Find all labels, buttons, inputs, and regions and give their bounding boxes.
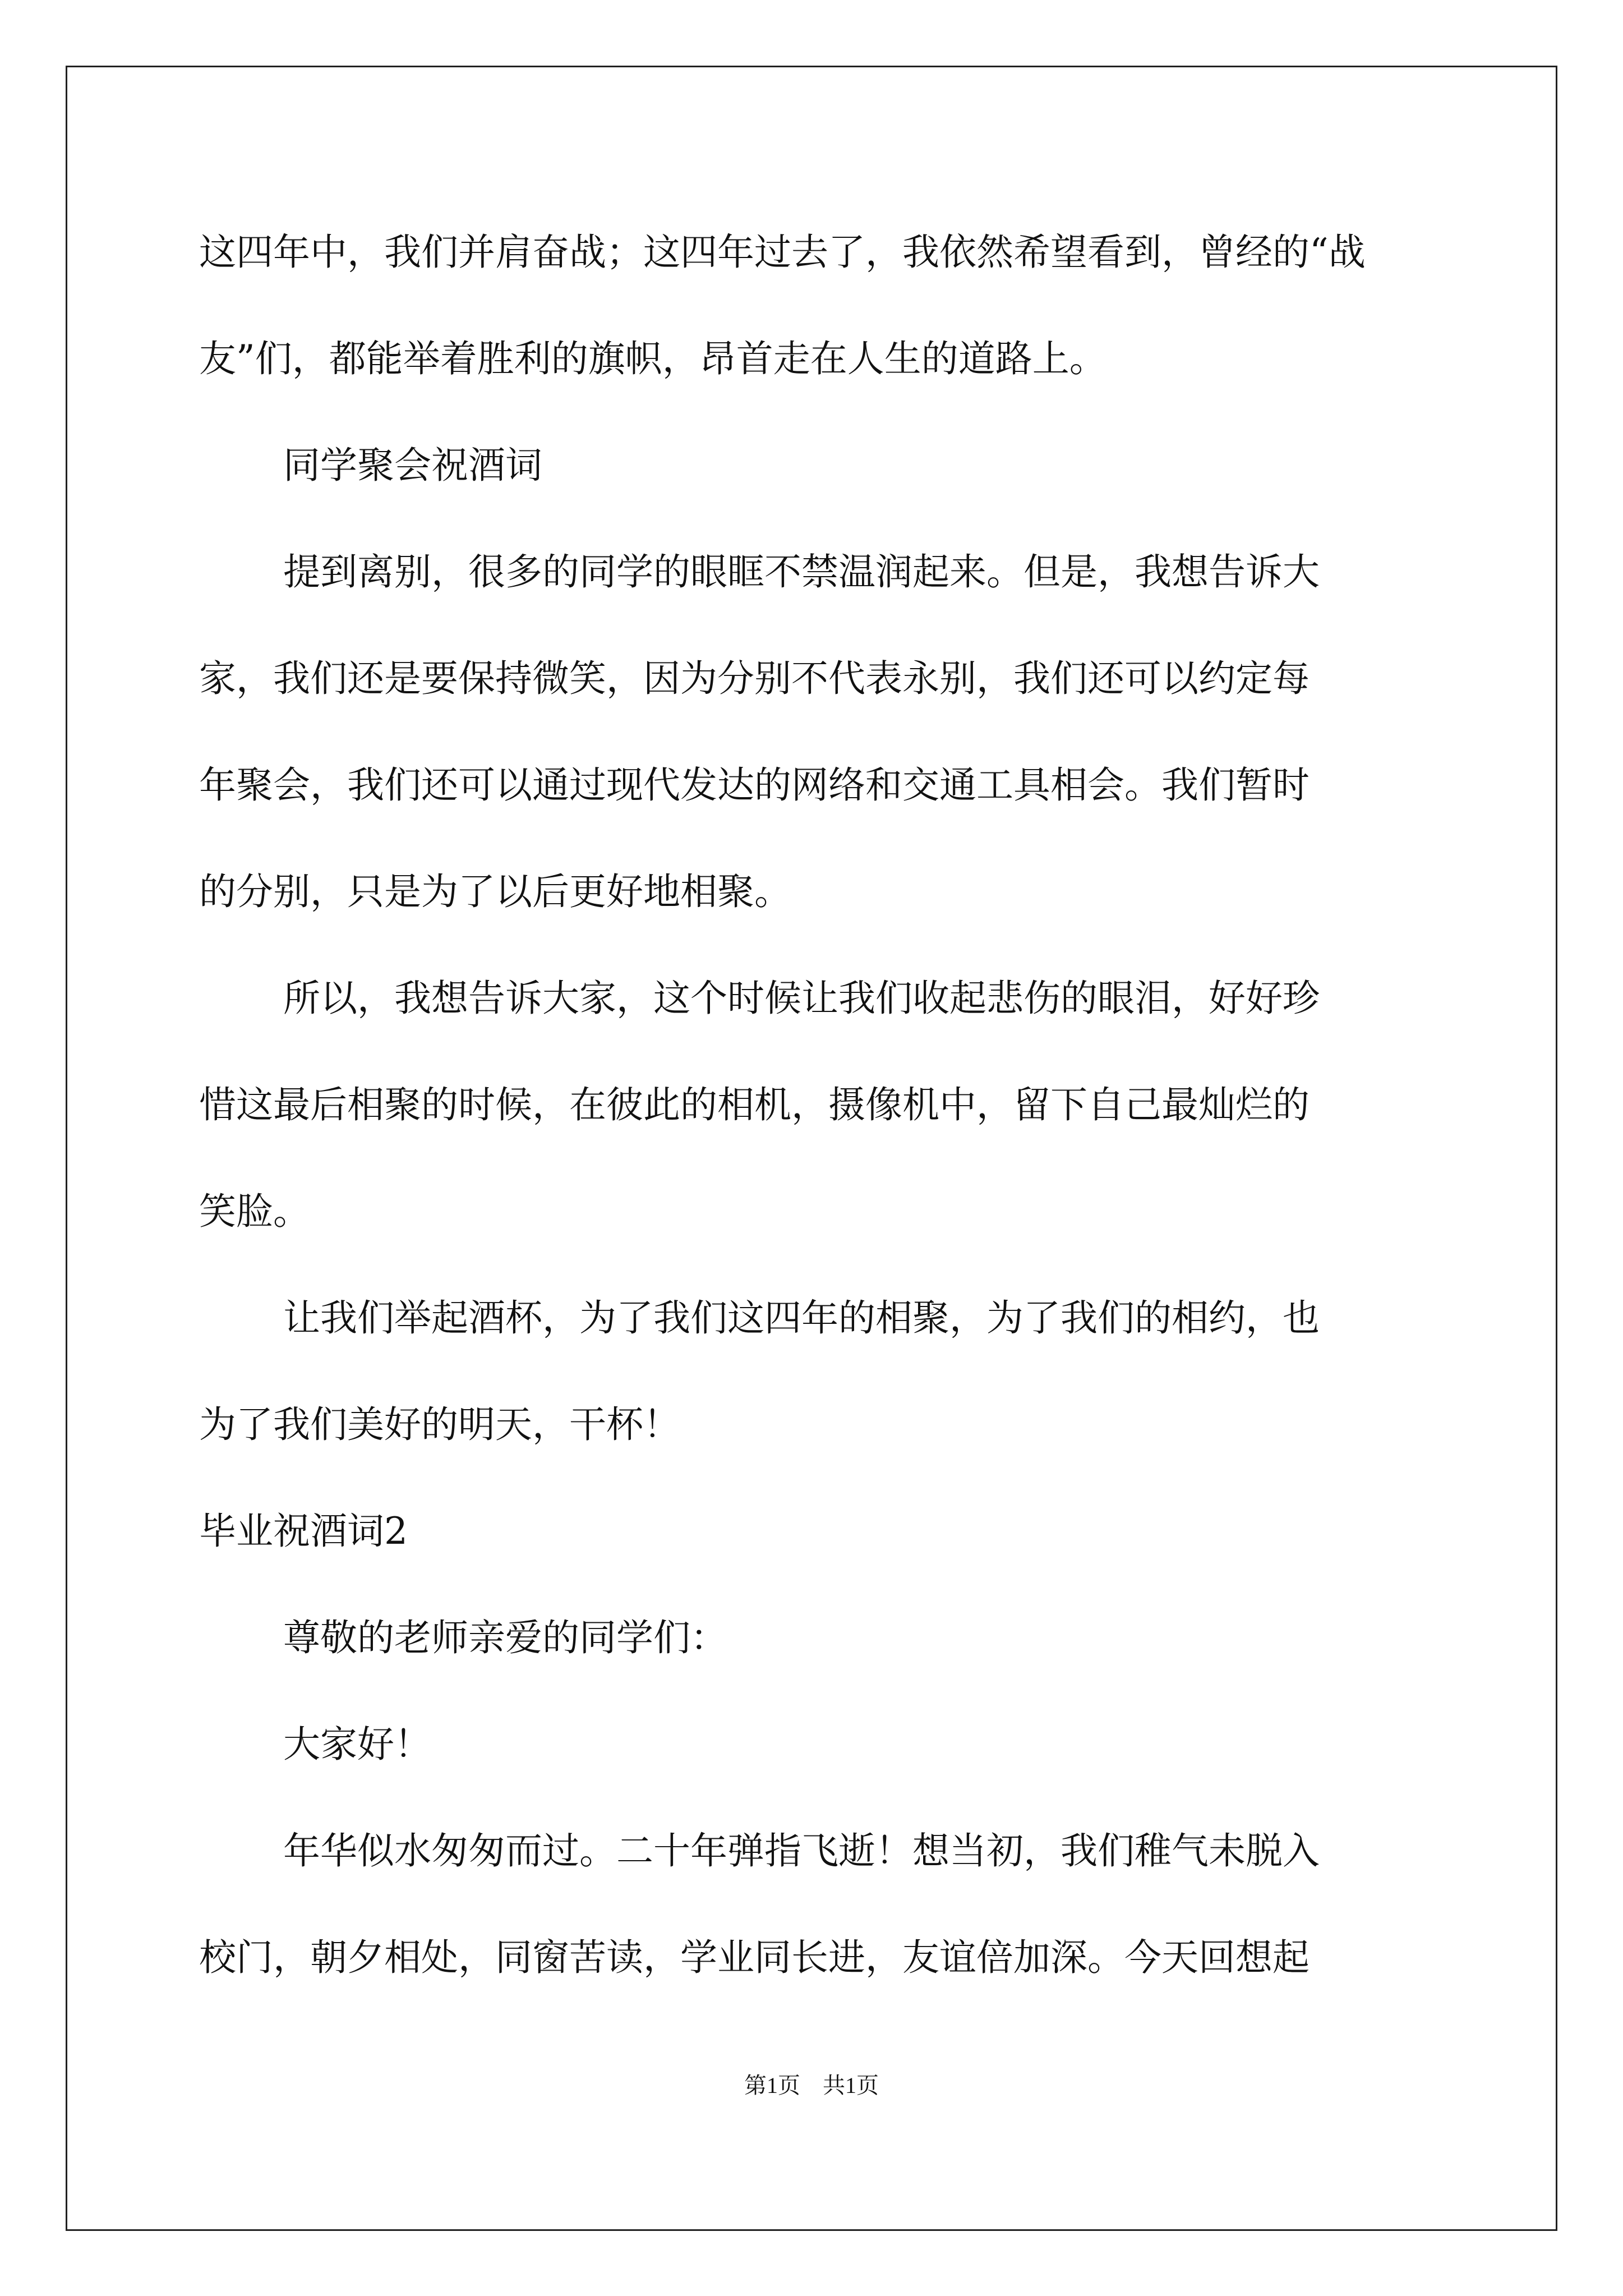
section-title: 毕业祝酒词2 (199, 1510, 408, 1553)
paragraph-line: 惜这最后相聚的时候，在彼此的相机，摄像机中，留下自己最灿烂的 (199, 1083, 1310, 1126)
greeting-line: 大家好！ (283, 1723, 431, 1766)
page-border (66, 66, 1557, 2231)
paragraph-line: 让我们举起酒杯，为了我们这四年的相聚，为了我们的相约，也 (283, 1296, 1320, 1340)
paragraph-line: 所以，我想告诉大家，这个时候让我们收起悲伤的眼泪，好好珍 (283, 977, 1320, 1020)
paragraph-line: 校门，朝夕相处，同窗苦读，学业同长进，友谊倍加深。今天回想起 (199, 1936, 1310, 1979)
paragraph-line: 提到离别，很多的同学的眼眶不禁温润起来。但是，我想告诉大 (283, 550, 1320, 593)
paragraph-line: 年华似水匆匆而过。二十年弹指飞逝！想当初，我们稚气未脱入 (283, 1829, 1320, 1872)
section-heading: 同学聚会祝酒词 (283, 444, 542, 487)
paragraph-line: 友”们，都能举着胜利的旗帜，昂首走在人生的道路上。 (199, 337, 1106, 380)
paragraph-line: 笑脸。 (199, 1190, 310, 1233)
page-footer: 第1页 共1页 (744, 2073, 879, 2098)
paragraph-line: 的分别，只是为了以后更好地相聚。 (199, 870, 791, 913)
paragraph-line: 家，我们还是要保持微笑，因为分别不代表永别，我们还可以约定每 (199, 657, 1310, 700)
paragraph-line: 为了我们美好的明天，干杯！ (199, 1403, 680, 1446)
paragraph-line: 这四年中，我们并肩奋战；这四年过去了，我依然希望看到，曾经的“战 (199, 231, 1366, 274)
paragraph-line: 年聚会，我们还可以通过现代发达的网络和交通工具相会。我们暂时 (199, 763, 1310, 807)
greeting-line: 尊敬的老师亲爱的同学们： (283, 1616, 727, 1659)
